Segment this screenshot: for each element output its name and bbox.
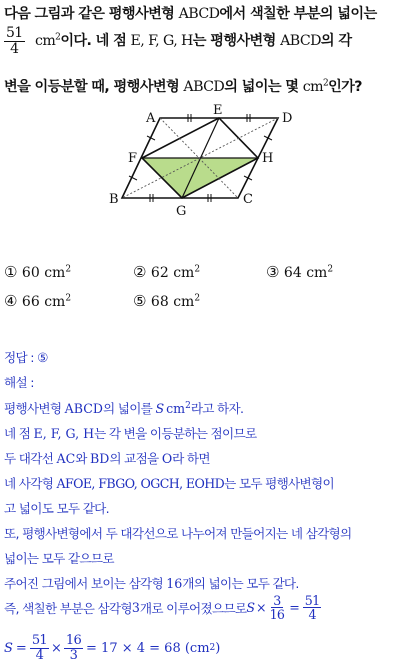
solution-line-8: 주어진 그림에서 보이는 삼각형 16개의 넓이는 모두 같다. [4,576,299,591]
solution-line-6: 또, 평행사변형에서 두 대각선으로 나누어져 만들어지는 네 삼각형의 [4,526,352,541]
solution-line-10: S = $\frac{51}{4}$ × $\frac{16}{3}$ = 17 × 4 = 68 (cm 2 ) [4,633,221,663]
question-text: 인가? [328,79,362,95]
parallelogram-name: ABCD [183,79,225,95]
question-text: 다음 그림과 같은 평행사변형 [4,6,179,22]
option-1[interactable]: ① 60 $cm^2$ [4,263,72,281]
question-text: 변을 이등분할 때, 평행사변형 [4,79,184,95]
fraction-51-4: $\frac{51}{4}$ [31,633,47,663]
question-text: 이다. 네 점 [60,33,131,50]
label-h: H [262,151,274,166]
explanation-label: 해설 : [4,375,34,390]
solution-line-9: 즉, 색칠한 부분은 삼각형 3 개로 이루어졌으므로 S × $\frac{3}{16}$ = $\frac{51}{4}$ [4,593,320,623]
option-2[interactable]: ② 62 $cm^2$ [133,263,201,281]
label-b: B [109,192,119,207]
question-text: 의 넓이는 몇 [224,79,303,95]
point-names: E, F, G, H [130,33,193,50]
fraction-3-16: $\frac{3}{16}$ [269,593,285,623]
parallelogram-figure [0,0,400,230]
unit: $cm^2$ [34,32,61,50]
label-g: G [176,204,187,219]
solution-line-4: 네 사각형 AFOE, FBGO, OGCH, EOHD는 모두 평행사변형이 [4,476,334,491]
solution-line-1: 평행사변형 ABCD의 넓이를 S $cm^2$라고 하자. [4,400,244,416]
fraction-16-3: $\frac{16}{3}$ [65,633,82,663]
fraction-51-4: $\frac{51}{4}$ [304,593,320,623]
label-e: E [213,103,223,118]
label-d: D [282,111,293,126]
solution-line-3: 두 대각선 AC와 BD의 교점을 O라 하면 [4,451,210,466]
option-3[interactable]: ③ 64 $cm^2$ [266,263,334,281]
solution-line-7: 넓이는 모두 같으므로 [4,551,114,566]
answer-label: 정답 : ⑤ [4,350,48,365]
question-text: 에서 색칠한 부분의 넓이는 [219,6,377,22]
parallelogram-name: ABCD [280,33,321,50]
area-fraction: $\frac{51}{4}$ [6,25,23,57]
question-text: 는 평행사변형 [192,33,281,50]
label-f: F [128,151,138,166]
solution-line-2: 네 점 E, F, G, H는 각 변을 이등분하는 점이므로 [4,426,257,441]
solution-line-5: 고 넓이도 모두 같다. [4,501,109,516]
question-text: 의 각 [320,33,352,50]
option-5[interactable]: ⑤ 68 $cm^2$ [133,292,201,310]
option-4[interactable]: ④ 66 $cm^2$ [4,292,72,310]
parallelogram-name: ABCD [178,6,220,22]
label-a: A [146,111,156,126]
unit: $cm^2$ [302,78,329,95]
label-c: C [243,192,253,207]
